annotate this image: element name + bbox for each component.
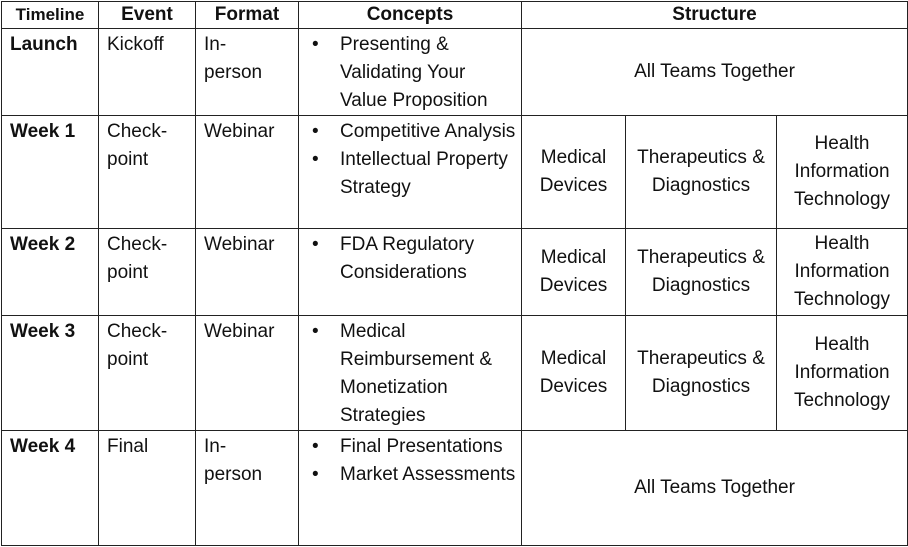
structure-track <box>626 116 777 229</box>
track-medical-devices: Medical Devices <box>539 247 608 296</box>
concept-item: • Competitive Analysis <box>303 118 517 146</box>
event-text: Check-point <box>107 234 168 283</box>
timeline-cell: Week 2 <box>2 229 99 316</box>
concept-item: • Medical Reimbursement & Monetization Strategies <box>303 318 517 430</box>
track-medical-devices: Medical Devices <box>539 348 608 397</box>
concept-item: • Intellectual Property Strategy <box>303 146 517 202</box>
track-health-it: Health Information Technology <box>793 334 891 411</box>
concepts-list <box>303 318 517 430</box>
structure-track <box>777 116 908 229</box>
track-medical-devices: Medical Devices <box>539 147 608 196</box>
concepts-list <box>303 433 517 489</box>
header-structure: Structure <box>522 2 908 29</box>
table-row <box>2 431 908 546</box>
structure-track <box>626 316 777 431</box>
table-row <box>2 316 908 431</box>
event-cell <box>99 316 196 431</box>
event-text: Check-point <box>107 121 168 170</box>
track-health-it: Health Information Technology <box>793 233 891 310</box>
structure-track <box>522 229 626 316</box>
format-cell <box>196 431 299 546</box>
table-row <box>2 29 908 116</box>
header-concepts: Concepts <box>299 2 522 29</box>
concept-item: • Presenting & Validating Your Value Proposition <box>303 31 517 115</box>
event-cell: Final <box>99 431 196 546</box>
header-format: Format <box>196 2 299 29</box>
structure-track <box>777 316 908 431</box>
header-event: Event <box>99 2 196 29</box>
event-cell <box>99 229 196 316</box>
track-health-it: Health Information Technology <box>793 133 891 210</box>
format-cell: Webinar <box>196 116 299 229</box>
structure-all-teams: All Teams Together <box>522 29 908 116</box>
structure-track <box>626 229 777 316</box>
concepts-cell <box>299 116 522 229</box>
event-text: Check-point <box>107 321 168 370</box>
format-cell <box>196 29 299 116</box>
concepts-cell <box>299 431 522 546</box>
format-text: In-person <box>204 34 263 83</box>
format-text: In-person <box>204 436 263 485</box>
track-therapeutics: Therapeutics & Diagnostics <box>637 147 765 196</box>
table-row <box>2 116 908 229</box>
track-therapeutics: Therapeutics & Diagnostics <box>637 247 765 296</box>
event-cell <box>99 116 196 229</box>
structure-track <box>777 229 908 316</box>
concept-item: • Final Presentations <box>303 433 517 461</box>
format-cell: Webinar <box>196 316 299 431</box>
schedule-table <box>1 1 908 546</box>
concepts-cell <box>299 229 522 316</box>
header-timeline: Timeline <box>2 2 99 29</box>
concepts-list <box>303 31 517 115</box>
structure-all-teams: All Teams Together <box>522 431 908 546</box>
timeline-cell: Launch <box>2 29 99 116</box>
event-cell: Kickoff <box>99 29 196 116</box>
format-cell: Webinar <box>196 229 299 316</box>
concepts-cell <box>299 316 522 431</box>
structure-track <box>522 116 626 229</box>
track-therapeutics: Therapeutics & Diagnostics <box>637 348 765 397</box>
timeline-cell: Week 4 <box>2 431 99 546</box>
timeline-cell: Week 1 <box>2 116 99 229</box>
concept-item: • Market Assessments <box>303 461 517 489</box>
concept-item: • FDA Regulatory Considerations <box>303 231 517 287</box>
concepts-list <box>303 118 517 202</box>
concepts-cell <box>299 29 522 116</box>
header-row <box>2 2 908 29</box>
concepts-list <box>303 231 517 287</box>
timeline-cell: Week 3 <box>2 316 99 431</box>
table-row <box>2 229 908 316</box>
structure-track <box>522 316 626 431</box>
